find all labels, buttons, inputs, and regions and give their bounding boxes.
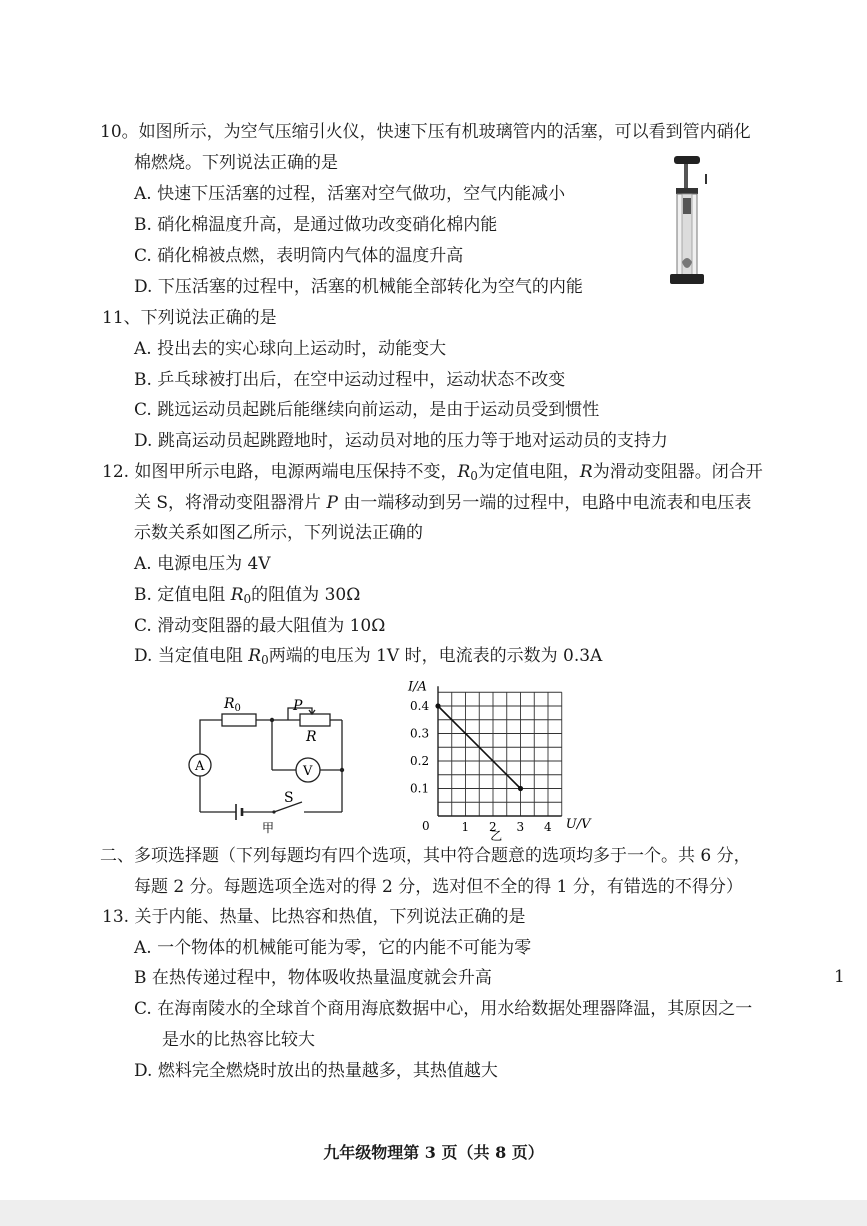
section2-heading-line1: 二、多项选择题（下列每题均有四个选项，其中符合题意的选项均多于一个。共 6 分， (100, 846, 751, 866)
resistor-r0 (222, 714, 256, 726)
q10-option-d: D. 下压活塞的过程中，活塞的机械能全部转化为空气的内能 (134, 277, 583, 297)
graph-data-point (435, 703, 440, 708)
section2-heading-line2: 每题 2 分。每题选项全选对的得 2 分，选对但不全的得 1 分，有错选的不得分） (134, 877, 743, 897)
graph-grid (438, 692, 562, 816)
graph-y-tick-label: 0.2 (410, 754, 430, 768)
air-compression-igniter-image (664, 154, 712, 290)
circuit-voltmeter-label: V (303, 764, 313, 779)
circuit-caption: 甲 (262, 821, 275, 835)
graph-y-tick-label: 0.3 (410, 726, 430, 741)
q12-stem-line3: 示数关系如图乙所示，下列说法正确的 (134, 523, 423, 543)
graph-x-tick-label: 1 (461, 820, 470, 834)
q12-option-d: D. 当定值电阻 $R_0$两端的电压为 1V 时，电流表的示数为 0.3A (134, 646, 603, 667)
graph-x-tick-label: 2 (489, 820, 497, 834)
circuit-diagram (180, 690, 370, 840)
circuit-label-r: R (306, 729, 317, 745)
q12-option-c: C. 滑动变阻器的最大阻值为 10Ω (134, 616, 386, 636)
q10-option-c: C. 硝化棉被点燃，表明筒内气体的温度升高 (134, 246, 464, 266)
graph-origin-label: 0 (422, 819, 430, 833)
scan-bottom-edge (0, 1200, 867, 1226)
q11-option-d: D. 跳高运动员起跳蹬地时，运动员对地的压力等于地对运动员的支持力 (134, 431, 668, 451)
rheostat-r (300, 714, 330, 726)
q12-option-b: B. 定值电阻 $R_0$的阻值为 30Ω (134, 585, 361, 606)
q13-option-c-line1: C. 在海南陵水的全球首个商用海底数据中心，用水给数据处理器降温，其原因之一 (134, 999, 753, 1019)
q13-stem: 13. 关于内能、热量、比热容和热值，下列说法正确的是 (102, 907, 526, 927)
q11-option-b: B. 乒乓球被打出后，在空中运动过程中，运动状态不改变 (134, 370, 566, 390)
graph-y-tick-label: 0.4 (410, 699, 430, 713)
q12-stem-line1: 12. 如图甲所示电路，电源两端电压保持不变，$R_0$为定值电阻，R为滑动变阻器。闭合开 (102, 462, 763, 483)
graph-caption: 乙 (490, 829, 503, 842)
q11-option-a: A. 投出去的实心球向上运动时，动能变大 (134, 339, 447, 359)
q10-stem-line1: 10。如图所示，为空气压缩引火仪，快速下压有机玻璃管内的活塞，可以看到管内硝化 (100, 122, 751, 142)
graph-x-tick-label: 4 (544, 820, 552, 834)
q10-option-b: B. 硝化棉温度升高，是通过做功改变硝化棉内能 (134, 215, 498, 235)
circuit-ammeter-label: A (195, 759, 205, 774)
graph-x-tick-label: 3 (516, 820, 525, 834)
side-page-number: 1 (834, 967, 845, 987)
circuit-label-p: P (293, 698, 303, 714)
page-footer: 九年级物理第 3 页（共 8 页） (323, 1143, 544, 1162)
q10-stem-line2: 棉燃烧。下列说法正确的是 (134, 153, 338, 173)
q13-option-b: B 在热传递过程中，物体吸收热量温度就会升高 (134, 968, 492, 988)
graph-y-axis-label: I/A (408, 679, 427, 695)
circuit-switch-label: S (284, 790, 294, 806)
q10-option-a: A. 快速下压活塞的过程，活塞对空气做功，空气内能减小 (134, 184, 566, 204)
q13-option-a: A. 一个物体的机械能可能为零，它的内能不可能为零 (134, 938, 532, 958)
q11-option-c: C. 跳远运动员起跳后能继续向前运动，是由于运动员受到惯性 (134, 400, 600, 420)
q12-stem-line2: 关 S，将滑动变阻器滑片 P 由一端移动到另一端的过程中，电路中电流表和电压表 (134, 493, 752, 513)
q13-option-c-line2: 是水的比热容比较大 (162, 1030, 315, 1050)
graph-y-tick-label: 0.1 (410, 781, 430, 796)
circuit-label-r0: $R_0$ (224, 696, 241, 714)
iu-graph (400, 670, 610, 842)
q13-option-d: D. 燃料完全燃烧时放出的热量越多，其热值越大 (134, 1061, 498, 1081)
q12-option-a: A. 电源电压为 4V (134, 554, 271, 574)
graph-x-axis-label: U/V (565, 817, 591, 832)
q11-stem: 11、下列说法正确的是 (102, 308, 277, 328)
graph-data-point (518, 786, 523, 791)
